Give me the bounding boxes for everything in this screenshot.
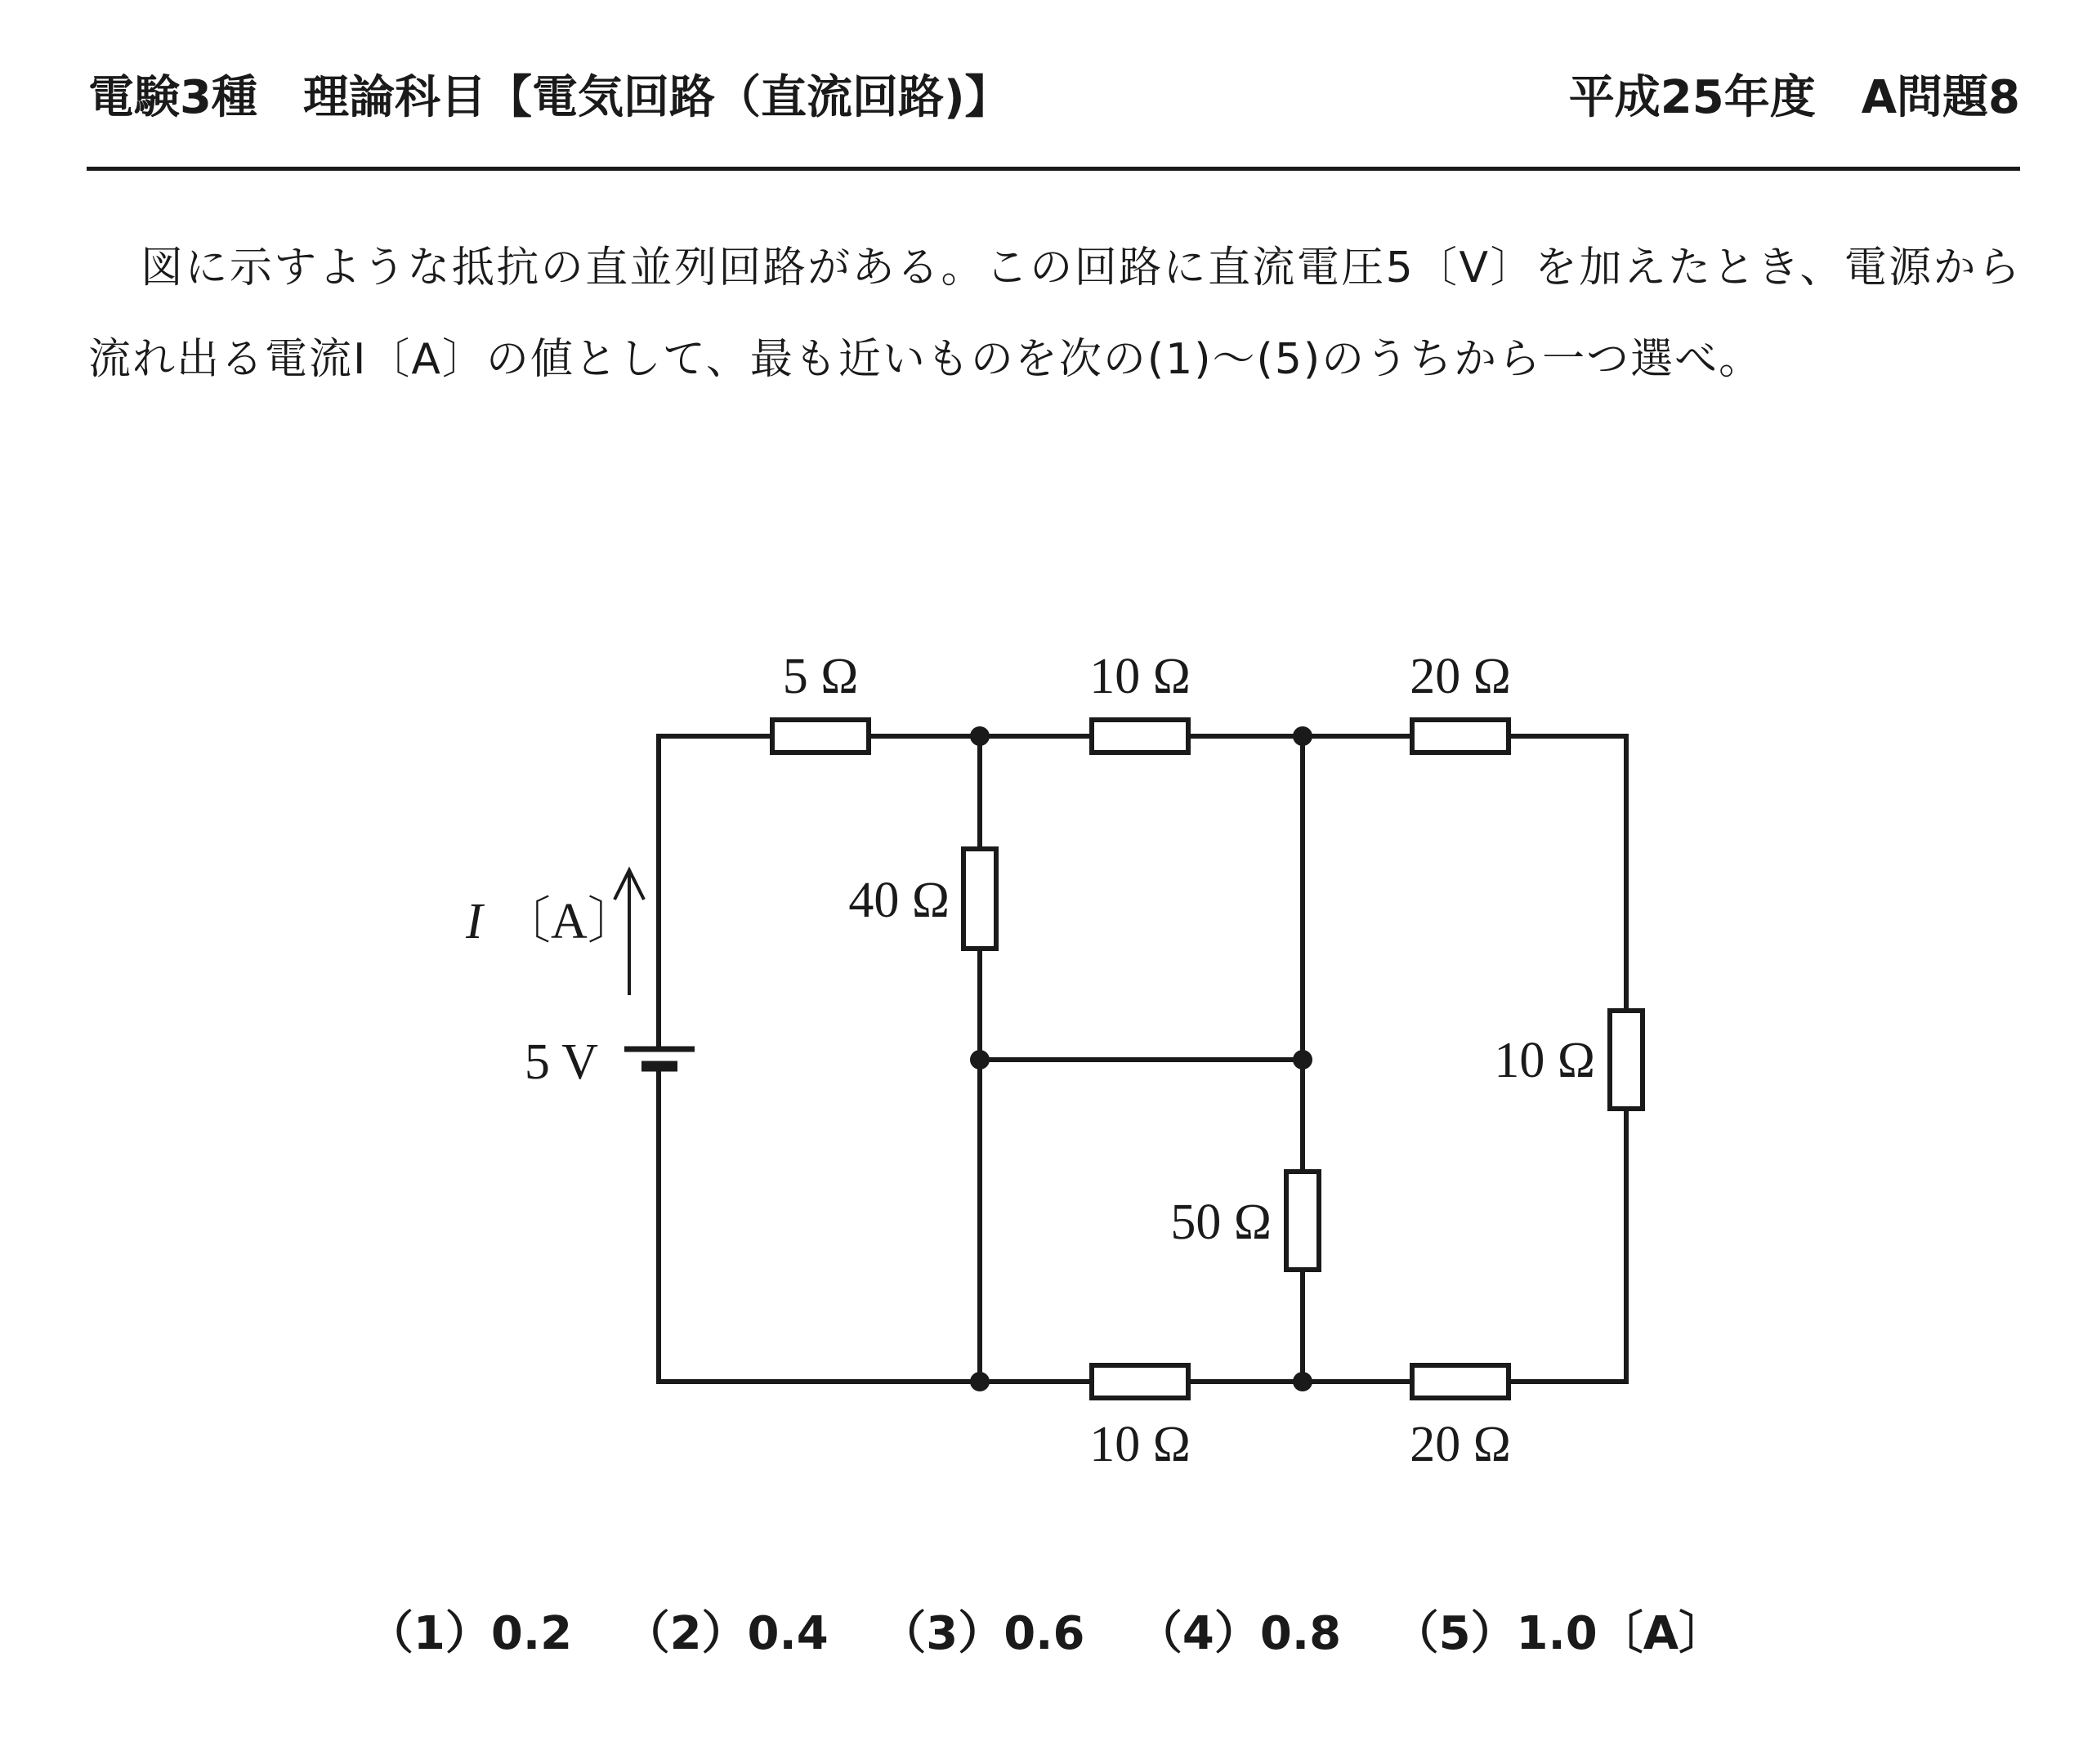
choice-5[interactable]: （5）1.0〔A〕 (1392, 1607, 1725, 1660)
resistor-label-middle-vertical: 40 Ω (848, 873, 950, 928)
junction-dot (1293, 1372, 1312, 1391)
junction-dot (1293, 1050, 1312, 1070)
choices-unit: 〔A〕 (1597, 1607, 1725, 1660)
resistor-bottom-middle (1092, 1365, 1188, 1398)
junction-dot (970, 1050, 990, 1070)
resistor-label-bottom-right: 20 Ω (1410, 1417, 1511, 1472)
choice-1[interactable]: （1）0.2 (367, 1607, 573, 1660)
resistor-label-lower-vertical: 50 Ω (1170, 1195, 1272, 1250)
header-title-left: 電験3種 理論科目【電気回路（直流回路)】 (88, 71, 1011, 124)
resistor-middle-vertical (963, 849, 996, 949)
choice-4[interactable]: （4）0.8 (1136, 1607, 1342, 1660)
answer-choices (0, 1601, 2092, 1667)
source-voltage-label: 5 V (524, 1034, 598, 1090)
resistor-label-bottom-middle: 10 Ω (1089, 1417, 1191, 1472)
resistor-top-middle (1092, 720, 1188, 752)
junction-dot (970, 1372, 990, 1391)
problem-text: 図に示すような抵抗の直並列回路がある。この回路に直流電圧5〔V〕を加えたとき、電源から流れ出る電流I〔A〕の値として、最も近いものを次の(1)～(5)のうちから一つ選べ。 (88, 243, 2022, 384)
resistor-top-right (1412, 720, 1509, 752)
choice-2[interactable]: （2）0.4 (624, 1607, 829, 1660)
resistor-label-right-vertical: 10 Ω (1494, 1033, 1595, 1088)
choice-3[interactable]: （3）0.6 (880, 1607, 1085, 1660)
battery-icon (624, 1049, 695, 1066)
junction-dot (970, 726, 990, 746)
resistor-label-top-left: 5 Ω (782, 649, 859, 704)
resistor-label-top-right: 20 Ω (1410, 649, 1511, 704)
header-title-right: 平成25年度 A問題8 (1568, 71, 2020, 124)
resistor-top-left (772, 720, 869, 752)
resistor-lower-vertical (1286, 1172, 1319, 1270)
resistor-right-vertical (1610, 1011, 1643, 1109)
current-symbol-label: I (466, 894, 483, 949)
resistor-bottom-right (1412, 1365, 1509, 1398)
junction-dot (1293, 726, 1312, 746)
current-unit-label: 〔A〕 (500, 894, 638, 949)
resistor-label-top-middle: 10 Ω (1089, 649, 1191, 704)
